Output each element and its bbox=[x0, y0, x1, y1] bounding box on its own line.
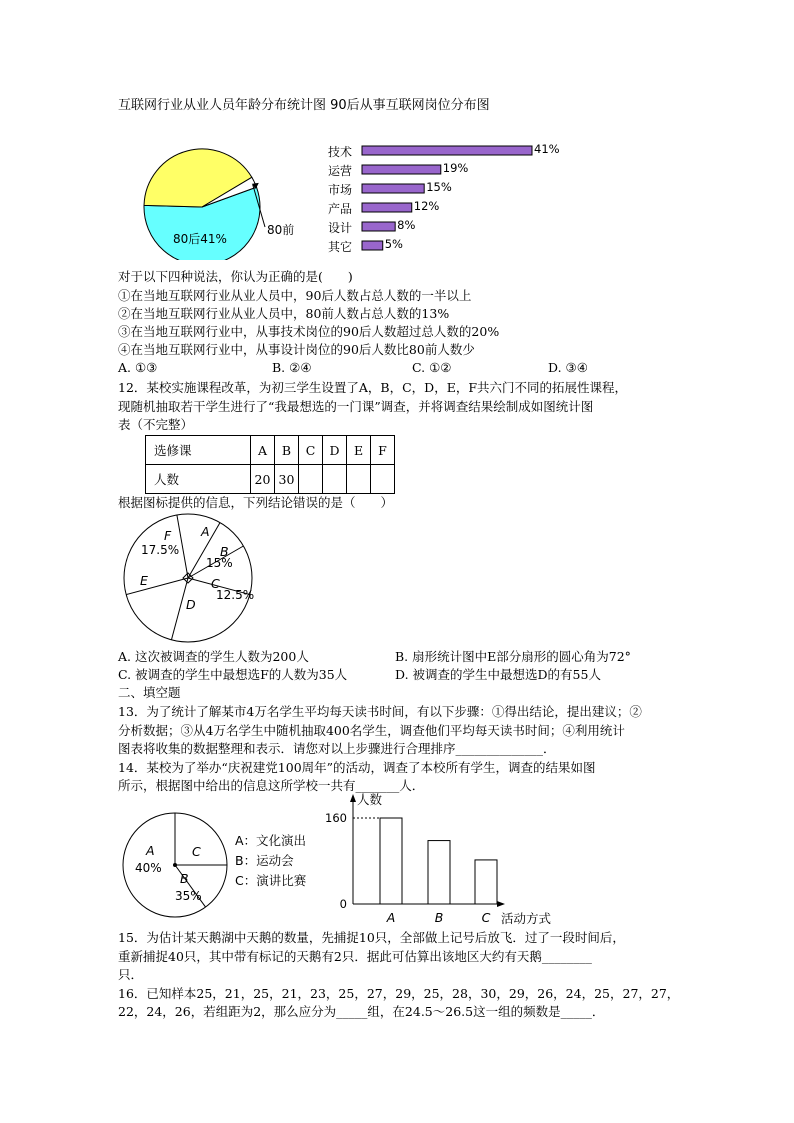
q11-statement: ①在当地互联网行业从业人员中，90后人数占总人数的一半以上 bbox=[118, 288, 472, 303]
figure-caption: 互联网行业从业人员年龄分布统计图 90后从事互联网岗位分布图 bbox=[118, 98, 490, 113]
bar-value-label: 41% bbox=[534, 142, 560, 156]
q14-charts bbox=[118, 790, 588, 930]
q13-line: 图表将收集的数据整理和表示．请您对以上步骤进行合理排序______________． bbox=[118, 741, 556, 756]
q12-option: C. 被调查的学生中最想选F的人数为35人 bbox=[118, 667, 348, 682]
bar bbox=[362, 222, 395, 231]
bar-value-label: 15% bbox=[426, 180, 452, 194]
pie-slice-label: C bbox=[192, 844, 201, 859]
q15-line: 只． bbox=[118, 967, 144, 982]
q13-line: 13．为了统计了解某市4万名学生平均每天读书时间，有以下步骤：①得出结论，提出建议；② bbox=[118, 704, 642, 719]
q12-prompt: 根据图标提供的信息，下列结论错误的是（ ） bbox=[118, 495, 394, 510]
q11-option: B. ②④ bbox=[272, 360, 312, 375]
table-cell: 人数 bbox=[146, 465, 251, 494]
bar bbox=[362, 241, 383, 250]
q16-line: 22，24，26，若组距为2，那么应分为_____组，在24.5～26.5这一组的频数是_____． bbox=[118, 1004, 605, 1019]
q15-line: 重新捕捉40只，其中带有标记的天鹅有2只．据此可估算出该地区大约有天鹅________ bbox=[118, 949, 592, 964]
q12-option: D. 被调查的学生中最想选D的有55人 bbox=[395, 667, 601, 682]
table-row bbox=[146, 436, 395, 465]
table-header-cell: A bbox=[251, 436, 275, 465]
pie-slice-label: B bbox=[180, 871, 189, 886]
bar-category-label: 技术 bbox=[328, 145, 353, 159]
q12-option: A. 这次被调查的学生人数为200人 bbox=[118, 649, 309, 664]
bar bbox=[428, 841, 450, 904]
pie-percent-label: 15% bbox=[206, 556, 233, 570]
table-cell bbox=[299, 465, 323, 494]
figure-1 bbox=[120, 135, 580, 260]
pie-slice-label: 80后41% bbox=[173, 232, 227, 246]
x-axis-label: 活动方式 bbox=[501, 911, 552, 926]
y-tick-label: 0 bbox=[339, 897, 347, 911]
q15-line: 15．为估计某天鹅湖中天鹅的数量，先捕捉10只，全部做上记号后放飞．过了一段时间后， bbox=[118, 930, 625, 945]
q16-line: 16．已知样本25，21，25，21，23，25，27，29，25，28，30，29，26，24，25，27，27， bbox=[118, 986, 680, 1001]
legend-item: A：文化演出 bbox=[235, 833, 307, 848]
y-axis-arrow bbox=[350, 794, 356, 802]
pie-slice-label: A bbox=[201, 524, 210, 539]
pie-percent-label: 17.5% bbox=[141, 543, 180, 557]
pie-slice-label: F bbox=[164, 528, 172, 543]
q12-line: 表（不完整） bbox=[118, 417, 194, 432]
pie-slice-label: E bbox=[140, 573, 148, 588]
pie-slice-label: A bbox=[146, 843, 155, 858]
q12-pie-chart bbox=[120, 512, 270, 650]
q12-line: 现随机抽取若干学生进行了“我最想选的一门课”调查，并将调查结果绘制成如图统计图 bbox=[118, 399, 594, 414]
bar-value-label: 5% bbox=[384, 237, 403, 251]
bar-category-label: 市场 bbox=[328, 183, 353, 197]
bar bbox=[380, 818, 402, 904]
bar-category-label: 产品 bbox=[328, 202, 353, 216]
y-axis-label: 人数 bbox=[357, 792, 383, 807]
table-header-cell: B bbox=[275, 436, 299, 465]
pie-slice-label: D bbox=[186, 597, 196, 612]
table-header-cell: E bbox=[347, 436, 371, 465]
table-row bbox=[146, 465, 395, 494]
pie-slice-label: B bbox=[220, 544, 229, 559]
legend-item: C：演讲比赛 bbox=[235, 873, 307, 888]
bar bbox=[362, 203, 412, 212]
pie-slice-label: C bbox=[211, 576, 220, 591]
bar bbox=[475, 860, 497, 904]
pie-center-dot bbox=[173, 863, 177, 867]
table-cell bbox=[323, 465, 347, 494]
q11-statement: ③在当地互联网行业中，从事技术岗位的90后人数超过总人数的20% bbox=[118, 324, 500, 339]
table-header-cell: D bbox=[323, 436, 347, 465]
q11-option: A. ①③ bbox=[118, 360, 158, 375]
bar-category-label: 设计 bbox=[328, 221, 353, 235]
q14-line: 所示，根据图中给出的信息这所学校一共有_______人． bbox=[118, 778, 425, 793]
x-axis-arrow bbox=[497, 901, 505, 907]
q11-option: C. ①② bbox=[412, 360, 452, 375]
y-tick-label: 160 bbox=[325, 811, 347, 825]
bar-value-label: 12% bbox=[413, 199, 440, 213]
q12-line: 12．某校实施课程改革，为初三学生设置了A，B，C，D，E，F共六门不同的拓展性课程， bbox=[118, 380, 628, 395]
section-heading: 二、填空题 bbox=[118, 685, 181, 700]
q11-statement: ②在当地互联网行业从业人员中，80前人数占总人数的13% bbox=[118, 306, 450, 321]
q14-line: 14．某校为了举办“庆祝建党100周年”的活动，调查了本校所有学生，调查的结果如图 bbox=[118, 760, 596, 775]
table-cell bbox=[347, 465, 371, 494]
legend-item: B：运动会 bbox=[235, 853, 294, 868]
course-table bbox=[145, 435, 395, 494]
x-tick-label: A bbox=[386, 910, 396, 925]
bar bbox=[362, 165, 441, 174]
q11-statement: ④在当地互联网行业中，从事设计岗位的90后人数比80前人数少 bbox=[118, 342, 475, 357]
q11-stem: 对于以下四种说法，你认为正确的是( ) bbox=[118, 269, 353, 284]
bar bbox=[362, 146, 532, 155]
q12-option: B. 扇形统计图中E部分扇形的圆心角为72° bbox=[395, 649, 631, 664]
x-tick-label: C bbox=[481, 910, 491, 925]
table-header-cell: 选修课 bbox=[146, 436, 251, 465]
bar-category-label: 运营 bbox=[328, 164, 353, 178]
bar bbox=[362, 184, 424, 193]
table-cell: 20 bbox=[251, 465, 275, 494]
table-cell bbox=[371, 465, 395, 494]
bar-value-label: 8% bbox=[397, 218, 416, 232]
table-header-cell: C bbox=[299, 436, 323, 465]
pie-percent-label: 12.5% bbox=[216, 588, 255, 602]
pie-slice-label: 80前 bbox=[267, 223, 295, 237]
x-tick-label: B bbox=[434, 910, 444, 925]
q11-option: D. ③④ bbox=[548, 360, 588, 375]
table-header-cell: F bbox=[371, 436, 395, 465]
bar-category-label: 其它 bbox=[328, 240, 353, 254]
pie-percent-label: 35% bbox=[175, 889, 202, 903]
bar-value-label: 19% bbox=[442, 161, 469, 175]
table-cell: 30 bbox=[275, 465, 299, 494]
q13-line: 分析数据；③从4万名学生中随机抽取400名学生，调查他们平均每天读书时间；④利用统计 bbox=[118, 723, 625, 738]
pie-percent-label: 40% bbox=[135, 861, 162, 875]
